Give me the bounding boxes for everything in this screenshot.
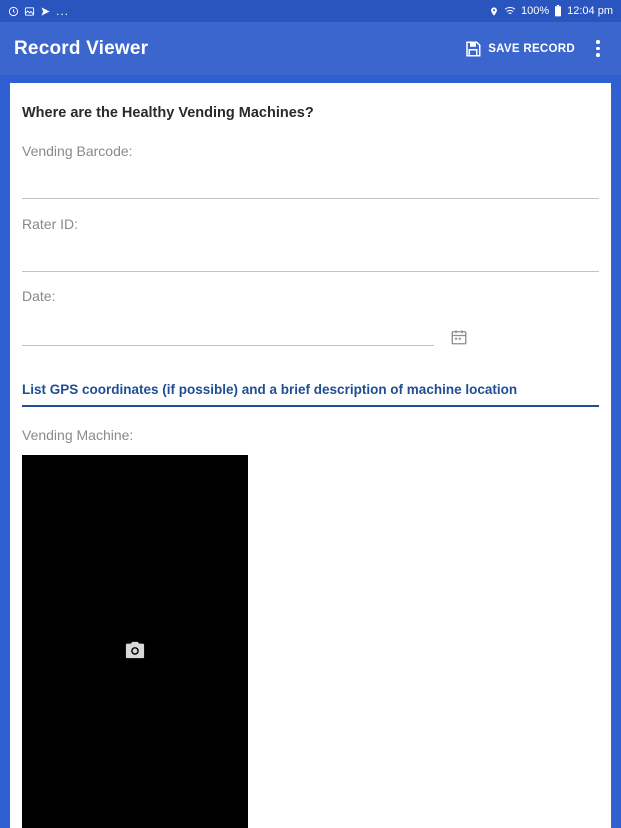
page-title: Record Viewer (14, 37, 149, 59)
field-vending-barcode (22, 143, 599, 200)
status-left-icons (8, 4, 69, 18)
vending-machine-photo-box[interactable] (22, 455, 248, 828)
location-icon (489, 6, 499, 17)
date-input[interactable] (22, 328, 434, 346)
date-label: Date: (22, 288, 56, 304)
status-bar (0, 0, 621, 22)
battery-icon (554, 5, 562, 17)
field-rater-id (22, 216, 599, 273)
gps-section-heading: List GPS coordinates (if possible) and a brief description of machine location (22, 382, 599, 407)
image-icon (24, 6, 35, 17)
save-record-button[interactable] (464, 40, 575, 58)
rater-id-input[interactable] (22, 254, 599, 272)
save-record-label: SAVE RECORD (488, 42, 575, 55)
clock-icon (8, 6, 19, 17)
form-heading: Where are the Healthy Vending Machines? (22, 105, 314, 121)
wifi-icon (504, 6, 516, 16)
calendar-icon[interactable] (448, 326, 470, 348)
status-overflow-dots: ... (56, 4, 70, 18)
vending-machine-photo-label: Vending Machine: (22, 427, 134, 443)
record-form-sheet (10, 83, 611, 828)
app-bar (0, 22, 621, 75)
send-icon (40, 6, 51, 17)
date-row (22, 326, 599, 346)
status-right-icons (489, 5, 613, 17)
battery-percent-text: 100% (520, 5, 550, 17)
clock-time-text: 12:04 pm (567, 5, 613, 17)
app-bar-actions (464, 36, 607, 62)
camera-icon[interactable] (124, 640, 146, 665)
field-date (22, 288, 599, 346)
vending-barcode-label: Vending Barcode: (22, 143, 133, 159)
save-disk-icon (464, 40, 482, 58)
overflow-menu-icon[interactable] (589, 36, 607, 62)
rater-id-label: Rater ID: (22, 215, 79, 232)
vending-barcode-input[interactable] (22, 181, 599, 199)
